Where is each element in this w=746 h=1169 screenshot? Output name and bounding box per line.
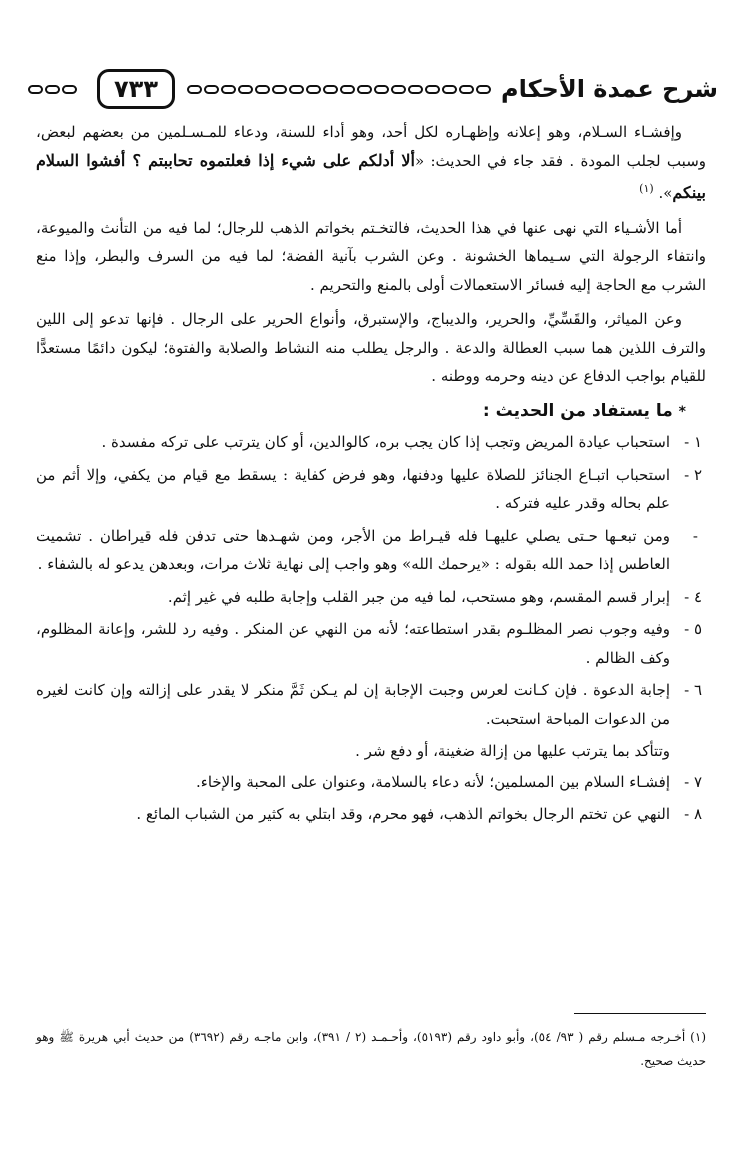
main-text	[36, 118, 706, 833]
page-number: ٧٣٣	[97, 69, 175, 109]
book-title: شرح عمدة الأحكام	[500, 75, 718, 103]
paragraph-greeting	[36, 118, 706, 208]
list-item-number: ٥ -	[684, 620, 702, 638]
list-item	[36, 583, 706, 612]
list-item-number: ١ -	[684, 433, 702, 451]
footnote-divider	[574, 1013, 706, 1014]
list-item-text: إجابة الدعوة . فإن كـانت لعرس وجبت الإجابة إن لم يـكن ثَمَّ منكر لا يقدر على إزالته وإن كانت لغيره من الدعوات المباحة استحبت.	[36, 681, 670, 728]
list-item-text: ومن تبعـها حـتى يصلي عليهـا فله قيـراط من الأجر، ومن شهـدها حتى تدفن فله قيراطان . تشميت العاطس إذا حمد الله بقوله : «يرحمك الله» وهو واجب إلى نهاية ثلاث مرات، وبعدهن يدعو له بالشفاء .	[36, 526, 670, 573]
list-item-text: استحباب عيادة المريض وتجب إذا كان يجب بره، كالوالدين، أو كان يترتب على تركه مفسدة .	[101, 433, 670, 451]
footnote: (١) أخـرجه مـسلم رقم ( ٩٣/ ٥٤)، وأبو داود رقم (٥١٩٣)، وأحـمـد (٢ / ٣٩١)، وابن ماجـه رقم (٣٦٩٢) من حديث أبي هريرة ﷺ وهو حديث صحيح.	[36, 1030, 707, 1068]
paragraph-greeting-text: وإفشـاء السـلام، وهو إعلانه وإظهـاره لكل أحد، وهو أداء للسنة، ودعاء للمـسـلمين من بعضهم لبعض، وسبب لجلب المودة . فقد جاء في الحديث: «	[36, 123, 707, 170]
section-heading	[36, 397, 706, 427]
dash-marker: -	[692, 526, 698, 545]
list-item	[36, 800, 706, 829]
list-item-number: ٦ -	[684, 681, 702, 699]
list-item	[36, 428, 706, 457]
paragraph-silk: وعن المياثر، والقَسِّيِّ، والحرير، والديباج، والإستبرق، وأنواع الحرير على الرجال . فإنها تدعو إلى اللين والترف اللذين هما سبب العطالة والدعة . والرجل يطلب منه النشاط والصلابة والفتوة؛ ليكون دائمًا مستعدًّا للقيام بواجب الدفاع عن دينه وحرمه ووطنه .	[36, 310, 706, 385]
paragraph-prohibitions: أما الأشـياء التي نهى عنها في هذا الحديث، فالتخـتم بخواتم الذهب للرجال؛ لما فيه من التأنث والميوعة، وانتفاء الرجولة التي سـيماها الخشونة . وعن الشرب بآنية الفضة؛ لما فيه من السرف والبطر، وإذا منع الشرب مع الحاجة إليه فسائر الاستعمالات أولى بالمنع والتحريم .	[36, 218, 706, 294]
list-item	[36, 768, 706, 797]
list-item-dash	[36, 522, 706, 579]
quote-close: ».	[658, 184, 673, 202]
star-icon: *	[678, 403, 686, 420]
list-item	[36, 461, 706, 518]
list-item-continuation: وتتأكد بما يترتب عليها من إزالة ضغينة، أو دفع شر .	[355, 742, 670, 760]
hadith-quote: ألا أدلكم على شيء إذا فعلتموه تحاببتم ؟ أفشوا السلام بينكم	[36, 150, 706, 202]
list-item-text: إفشـاء السلام بين المسلمين؛ لأنه دعاء بالسلامة، وعنوان على المحبة والإخاء.	[196, 772, 670, 791]
page-header	[28, 68, 718, 110]
list-item	[36, 676, 706, 733]
list-item-number: ٢ -	[684, 465, 702, 484]
list-item-number: ٧ -	[684, 772, 702, 791]
list-item-text: إبرار قسم المقسم، وهو مستحب، لما فيه من جبر القلب وإجابة طلبه في غير إثم.	[167, 587, 670, 606]
list-item-text: وفيه وجوب نصر المظلـوم بقدر استطاعته؛ لأنه من النهي عن المنكر . وفيه رد للشر، وإعانة المظلوم، وكف الظالم .	[36, 620, 670, 667]
list-item-text: النهي عن تختم الرجال بخواتم الذهب، فهو محرم، وقد ابتلي به كثير من الشباب المائع .	[136, 805, 670, 823]
footnote-reference: (١)	[639, 182, 654, 195]
chain-ornament-icon	[187, 85, 491, 94]
list-item-number: ٤ -	[684, 587, 702, 606]
chain-ornament-small-icon	[28, 85, 77, 94]
list-item-number: ٨ -	[684, 805, 702, 823]
list-item-text: استحباب اتبـاع الجنائز للصلاة عليها ودفنها، وهو فرض كفاية : يسقط مع قيام من يكفي، وإلا أثم من علم بحاله وقدر عليه فتركه .	[36, 465, 670, 512]
section-heading-text: ما يستفاد من الحديث :	[482, 400, 673, 421]
list-item	[36, 615, 706, 672]
